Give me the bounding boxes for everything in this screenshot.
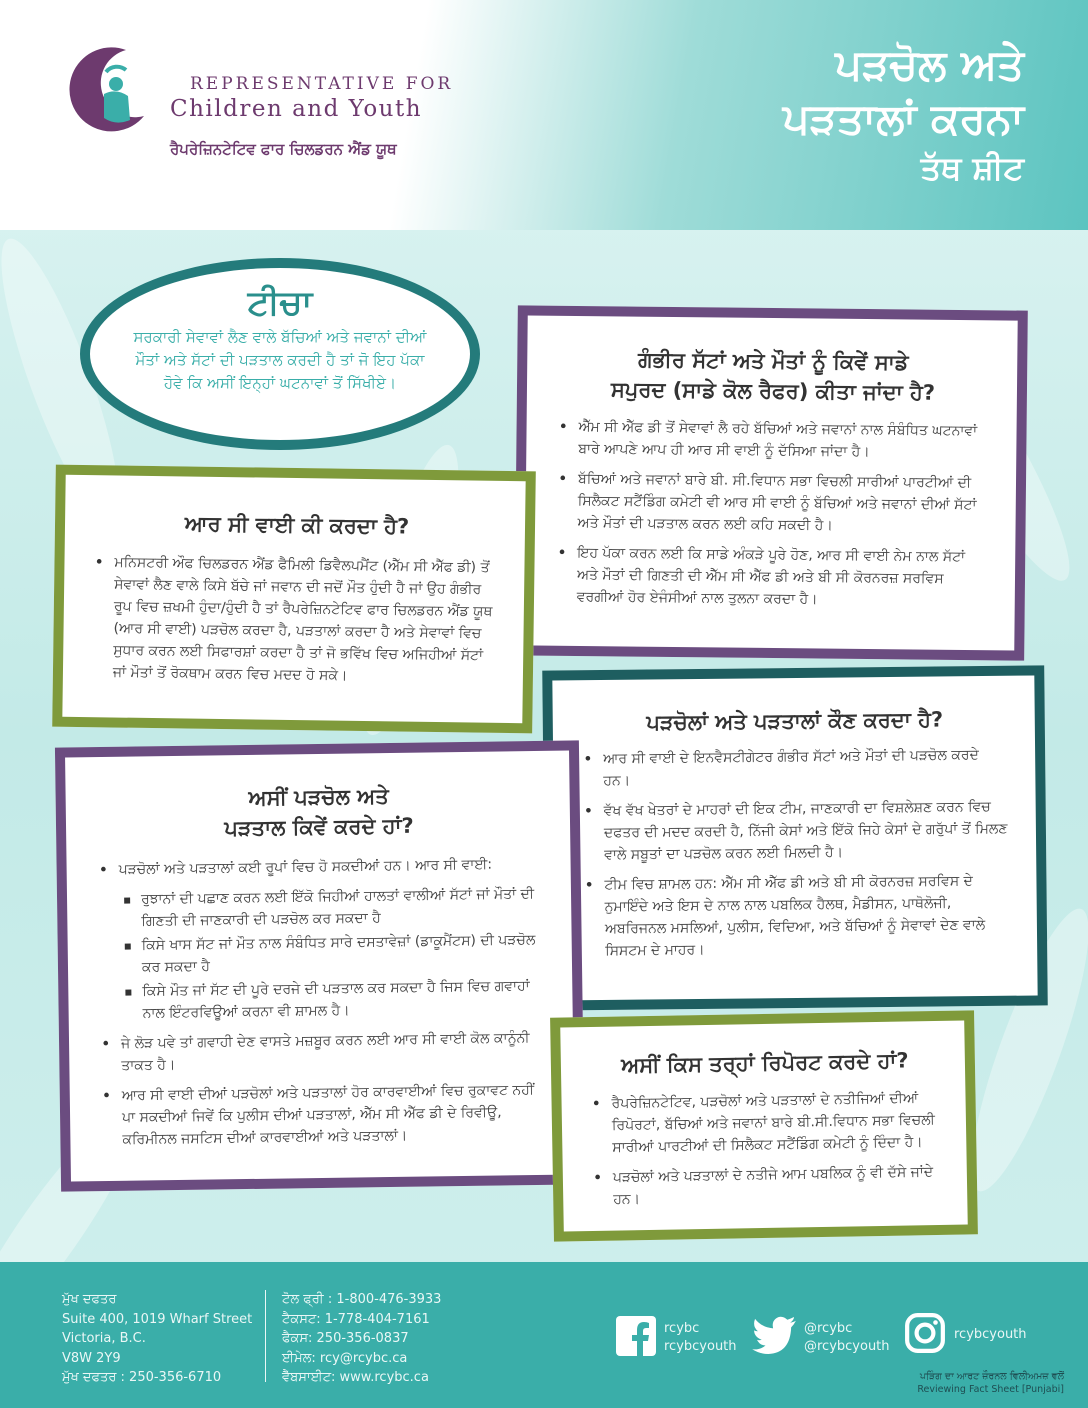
how-list <box>96 853 546 1151</box>
address-line3: V8W 2Y9 <box>62 1350 121 1366</box>
mandate-text: ਸਰਕਾਰੀ ਸੇਵਾਵਾਂ ਲੈਣ ਵਾਲੇ ਬੱਚਿਆਂ ਅਤੇ ਜਵਾਨਾਂ ਦੀਆਂ ਮੌਤਾਂ ਅਤੇ ਸੱਟਾਂ ਦੀ ਪੜਤਾਲ ਕਰਦੀ ਹੈ ਤਾਂ ਜੋ ਇਹ ਪੱਕਾ ਹੋਵੇ ਕਿ ਅਸੀਂ ਇਨ੍ਹਾਂ ਘਟਨਾਵਾਂ ਤੋਂ ਸਿੱਖੀਏ। <box>133 328 427 392</box>
who-heading: ਪੜਚੋਲਾਂ ਅਤੇ ਪੜਤਾਲਾਂ ਕੌਣ ਕਰਦਾ ਹੈ? <box>646 707 944 735</box>
list-item: • ਮਨਿਸਟਰੀ ਔਫ ਚਿਲਡਰਨ ਐਂਡ ਫੈਮਿਲੀ ਡਿਵੈਲਪਮੈਂਟ (ਐੱਮ ਸੀ ਐੱਫ ਡੀ) ਤੋਂ ਸੇਵਾਵਾਂ ਲੈਣ ਵਾਲੇ ਕਿਸੇ ਬੱਚੇ ਜਾਂ ਜਵਾਨ ਦੀ ਜਦੋਂ ਮੌਤ ਹੁੰਦੀ ਹੈ ਜਾਂ ਉਹ ਗੰਭੀਰ ਰੂਪ ਵਿਚ ਜ਼ਖਮੀ ਹੁੰਦਾ/ਹੁੰਦੀ ਹੈ ਤਾਂ ਰੈਪਰੇਜ਼ਿਨਟੇਟਿਵ ਫਾਰ ਚਿਲਡਰਨ ਐਂਡ ਯੂਥ (ਆਰ ਸੀ ਵਾਈ) ਪੜਚੋਲ ਕਰਦਾ ਹੈ, ਪੜਤਾਲਾਂ ਕਰਦਾ ਹੈ ਅਤੇ ਸੇਵਾਵਾਂ ਵਿਚ ਸੁਧਾਰ ਕਰਨ ਲਈ ਸਿਫਾਰਸ਼ਾਂ ਕਰਦਾ ਹੈ ਤਾਂ ਜੋ ਭਵਿੱਖ ਵਿਚ ਅਜਿਹੀਆਂ ਸੱਟਾਂ ਜਾਂ ਮੌਤਾਂ ਤੋਂ ਰੋਕਥਾਮ ਕਰਨ ਵਿਚ ਮਦਦ ਹੋ ਸਕੇ। <box>91 551 501 689</box>
rcy-logo-icon <box>66 44 156 134</box>
referral-list <box>555 416 989 613</box>
instagram-icon[interactable] <box>904 1312 946 1354</box>
who-box <box>542 665 1048 1010</box>
how-box <box>55 740 585 1191</box>
list-item: • ਵੱਖ ਵੱਖ ਖੇਤਰਾਂ ਦੇ ਮਾਹਰਾਂ ਦੀ ਇਕ ਟੀਮ, ਜਾਣਕਾਰੀ ਦਾ ਵਿਸ਼ਲੇਸ਼ਣ ਕਰਨ ਵਿਚ ਦਫਤਰ ਦੀ ਮਦਦ ਕਰਦੀ ਹੈ, ਨਿੱਜੀ ਕੇਸਾਂ ਅਤੇ ਇੱਕੋ ਜਿਹੇ ਕੇਸਾਂ ਦੇ ਗਰੁੱਪਾਂ ਤੋਂ ਮਿਲਣ ਵਾਲੇ ਸਬੂਤਾਂ ਦਾ ਪੜਚੋਲ ਕਰਨ ਲਈ ਮਿਲਦੀ ਹੈ। <box>582 796 1011 866</box>
report-list <box>589 1087 943 1211</box>
mandate-heading: ਟੀਚਾ <box>247 283 313 323</box>
page-title <box>783 38 1024 190</box>
title-line2: ਪੜਤਾਲਾਂ ਕਰਨਾ <box>782 94 1024 143</box>
org-name-punjabi: ਰੈਪਰੇਜ਼ਿਨਟੇਟਿਵ ਫਾਰ ਚਿਲਡਰਨ ਐਂਡ ਯੂਥ <box>170 140 397 158</box>
facebook-youth-handle: rcybcyouth <box>664 1339 737 1354</box>
referral-box <box>514 305 1028 660</box>
facebook-handles[interactable] <box>664 1320 737 1356</box>
what-rcy-does-box <box>52 465 536 734</box>
sub-list-item: ▪ ਕਿਸੇ ਖਾਸ ਸੱਟ ਜਾਂ ਮੌਤ ਨਾਲ ਸੰਬੰਧਿਤ ਸਾਰੇ ਦਸਤਾਵੇਜ਼ਾਂ (ਡਾਕੂਮੈਂਟਸ) ਦੀ ਪੜਚੋਲ ਕਰ ਸਕਦਾ ਹੈ <box>98 929 545 979</box>
footer-address <box>62 1290 252 1388</box>
who-list <box>581 744 1011 962</box>
referral-heading-line2: ਸਪੁਰਦ (ਸਾਡੇ ਕੋਲ ਰੈਫਰ) ਕੀਤਾ ਜਾਂਦਾ ਹੈ? <box>610 377 936 405</box>
fact-sheet-label <box>917 1370 1064 1396</box>
report-box <box>550 1010 978 1241</box>
what-heading: ਆਰ ਸੀ ਵਾਈ ਕੀ ਕਰਦਾ ਹੈ? <box>184 511 410 539</box>
toll-free: ਟੋਲ ਫ੍ਰੀ : 1-800-476-3933 <box>282 1292 442 1307</box>
twitter-icon[interactable] <box>752 1316 798 1354</box>
org-name-line1: REPRESENTATIVE FOR <box>190 74 454 94</box>
twitter-handles[interactable] <box>804 1320 890 1356</box>
facebook-icon[interactable] <box>616 1316 656 1356</box>
list-item: • ਇਹ ਪੱਕਾ ਕਰਨ ਲਈ ਕਿ ਸਾਡੇ ਅੰਕੜੇ ਪੂਰੇ ਹੋਣ, ਆਰ ਸੀ ਵਾਈ ਨੇਮ ਨਾਲ ਸੱਟਾਂ ਅਤੇ ਮੌਤਾਂ ਦੀ ਗਿਣਤੀ ਦੀ ਐੱਮ ਸੀ ਐੱਫ ਡੀ ਅਤੇ ਬੀ ਸੀ ਕੋਰਨਰਜ਼ ਸਰਵਿਸ ਵਰਗੀਆਂ ਹੋਰ ਏਜੰਸੀਆਂ ਨਾਲ ਤੁਲਨਾ ਕਰਦਾ ਹੈ। <box>555 542 988 613</box>
twitter-youth-handle: @rcybcyouth <box>804 1339 890 1354</box>
text-number: ਟੈਕਸਟ: 1-778-404-7161 <box>282 1311 430 1327</box>
list-item: • ਪੜਚੋਲਾਂ ਅਤੇ ਪੜਤਾਲਾਂ ਕਈ ਰੂਪਾਂ ਵਿਚ ਹੋ ਸਕਦੀਆਂ ਹਨ। ਆਰ ਸੀ ਵਾਈ: <box>96 853 542 881</box>
list-item: • ਰੈਪਰੇਜ਼ਿਨਟੇਟਿਵ, ਪੜਚੋਲਾਂ ਅਤੇ ਪੜਤਾਲਾਂ ਦੇ ਨਤੀਜਿਆਂ ਦੀਆਂ ਰਿਪੋਰਟਾਂ, ਬੱਚਿਆਂ ਅਤੇ ਜਵਾਨਾਂ ਬਾਰੇ ਬੀ.ਸੀ.ਵਿਧਾਨ ਸਭਾ ਵਿਚਲੀ ਸਾਰੀਆਂ ਪਾਰਟੀਆਂ ਦੀ ਸਿਲੈਕਟ ਸਟੈਂਡਿੰਗ ਕਮੇਟੀ ਨੂੰ ਦਿੰਦਾ ਹੈ। <box>589 1087 942 1159</box>
facebook-handle: rcybc <box>664 1321 700 1336</box>
sub-list-item: ▪ ਕਿਸੇ ਮੌਤ ਜਾਂ ਸੱਟ ਦੀ ਪੂਰੇ ਦਰਜੇ ਦੀ ਪੜਤਾਲ ਕਰ ਸਕਦਾ ਹੈ ਜਿਸ ਵਿਚ ਗਵਾਹਾਂ ਨਾਲ ਇੰਟਰਵਿਊਆਂ ਕਰਨਾ ਵੀ ਸ਼ਾਮਲ ਹੈ। <box>98 975 545 1025</box>
website-link[interactable]: ਵੈੱਬਸਾਈਟ: www.rcybc.ca <box>282 1370 429 1385</box>
email-link[interactable]: ਈਮੇਲ: rcy@rcybc.ca <box>282 1350 408 1366</box>
address-line1: Suite 400, 1019 Wharf Street <box>62 1311 253 1327</box>
how-heading-line1: ਅਸੀਂ ਪੜਚੋਲ ਅਤੇ <box>248 784 389 810</box>
office-label: ਮੁੱਖ ਦਫਤਰ <box>62 1292 117 1307</box>
twitter-handle: @rcybc <box>804 1321 853 1336</box>
list-item: • ਪੜਚੋਲਾਂ ਅਤੇ ਪੜਤਾਲਾਂ ਦੇ ਨਤੀਜੇ ਆਮ ਪਬਲਿਕ ਨੂੰ ਵੀ ਦੱਸੇ ਜਾਂਦੇ ਹਨ। <box>591 1161 944 1211</box>
sub-list-item: ▪ ਰੁਝਾਨਾਂ ਦੀ ਪਛਾਣ ਕਰਨ ਲਈ ਇੱਕੋ ਜਿਹੀਆਂ ਹਾਲਤਾਂ ਵਾਲੀਆਂ ਸੱਟਾਂ ਜਾਂ ਮੌਤਾਂ ਦੀ ਗਿਣਤੀ ਦੀ ਜਾਣਕਾਰੀ ਦੀ ਪੜਚੋਲ ਕਰ ਸਕਦਾ ਹੈ <box>97 883 544 933</box>
review-line2: Reviewing Fact Sheet [Punjabi] <box>917 1384 1064 1395</box>
office-phone: ਮੁੱਖ ਦਫਤਰ : 250-356-6710 <box>62 1370 222 1385</box>
list-item: • ਬੱਚਿਆਂ ਅਤੇ ਜਵਾਨਾਂ ਬਾਰੇ ਬੀ. ਸੀ.ਵਿਧਾਨ ਸਭਾ ਵਿਚਲੀ ਸਾਰੀਆਂ ਪਾਰਟੀਆਂ ਦੀ ਸਿਲੈਕਟ ਸਟੈਂਡਿੰਗ ਕਮੇਟੀ ਵੀ ਆਰ ਸੀ ਵਾਈ ਨੂੰ ਬੱਚਿਆਂ ਅਤੇ ਜਵਾਨਾਂ ਦੀਆਂ ਸੱਟਾਂ ਅਤੇ ਮੌਤਾਂ ਦੀ ਪੜਤਾਲ ਕਰਨ ਲਈ ਕਹਿ ਸਕਦੀ ਹੈ। <box>555 468 988 539</box>
what-list <box>91 551 501 689</box>
how-heading-line2: ਪੜਤਾਲ ਕਿਵੇਂ ਕਰਦੇ ਹਾਂ? <box>224 813 414 841</box>
list-item: • ਆਰ ਸੀ ਵਾਈ ਦੇ ਇਨਵੈਸਟੀਗੇਟਰ ਗੰਭੀਰ ਸੱਟਾਂ ਅਤੇ ਮੌਤਾਂ ਦੀ ਪੜਚੋਲ ਕਰਦੇ ਹਨ। <box>581 744 1009 792</box>
referral-heading-line1: ਗੰਭੀਰ ਸੱਟਾਂ ਅਤੇ ਮੌਤਾਂ ਨੂੰ ਕਿਵੇਂ ਸਾਡੇ <box>638 347 909 375</box>
review-line1: ਪੜਿੰਗ ਦਾ ਆਰਟ ਜ਼ੌਰਨਲ ਵਿਲੀਅਮਜ਼ ਵਲੋਂ <box>919 1371 1064 1382</box>
title-line1: ਪੜਚੋਲ ਅਤੇ <box>835 40 1024 89</box>
list-item: • ਐੱਮ ਸੀ ਐੱਫ ਡੀ ਤੋਂ ਸੇਵਾਵਾਂ ਲੈ ਰਹੇ ਬੱਚਿਆਂ ਅਤੇ ਜਵਾਨਾਂ ਨਾਲ ਸੰਬੰਧਿਤ ਘਟਨਾਵਾਂ ਬਾਰੇ ਆਪਣੇ ਆਪ ਹੀ ਆਰ ਸੀ ਵਾਈ ਨੂੰ ਦੱਸਿਆ ਜਾਂਦਾ ਹੈ। <box>556 416 988 465</box>
report-heading: ਅਸੀਂ ਕਿਸ ਤਰ੍ਹਾਂ ਰਿਪੋਰਟ ਕਰਦੇ ਹਾਂ? <box>621 1048 909 1078</box>
list-item: • ਜੇ ਲੋੜ ਪਵੇ ਤਾਂ ਗਵਾਹੀ ਦੇਣ ਵਾਸਤੇ ਮਜ਼ਬੂਰ ਕਰਨ ਲਈ ਆਰ ਸੀ ਵਾਈ ਕੋਲ ਕਾਨੂੰਨੀ ਤਾਕਤ ਹੈ। <box>99 1027 546 1077</box>
footer-divider <box>265 1290 266 1382</box>
org-name-line2: Children and Youth <box>170 96 423 122</box>
list-item: • ਟੀਮ ਵਿਚ ਸ਼ਾਮਲ ਹਨ: ਐੱਮ ਸੀ ਐੱਫ ਡੀ ਅਤੇ ਬੀ ਸੀ ਕੋਰਨਰਜ਼ ਸਰਵਿਸ ਦੇ ਨੁਮਾਇੰਦੇ ਅਤੇ ਇਸ ਦੇ ਨਾਲ ਨਾਲ ਪਬਲਿਕ ਹੈਲਥ, ਮੈਡੀਸਨ, ਪਾਥੋਲੋਜੀ, ਅਬਰਿਜਨਲ ਮਸਲਿਆਂ, ਪੁਲੀਸ, ਵਿਦਿਆ, ਅਤੇ ਬੱਚਿਆਂ ਨੂੰ ਸੇਵਾਵਾਂ ਦੇਣ ਵਾਲੇ ਸਿਸਟਮ ਦੇ ਮਾਹਰ। <box>582 870 1011 962</box>
title-line3: ਤੱਥ ਸ਼ੀਟ <box>920 149 1024 187</box>
mandate-oval <box>80 258 480 450</box>
address-line2: Victoria, B.C. <box>62 1331 146 1346</box>
footer-contact <box>282 1290 441 1388</box>
fax-number: ਫੈਕਸ: 250-356-0837 <box>282 1331 409 1346</box>
list-item: • ਆਰ ਸੀ ਵਾਈ ਦੀਆਂ ਪੜਚੋਲਾਂ ਅਤੇ ਪੜਤਾਲਾਂ ਹੋਰ ਕਾਰਵਾਈਆਂ ਵਿਚ ਰੁਕਾਵਟ ਨਹੀਂ ਪਾ ਸਕਦੀਆਂ ਜਿਵੇਂ ਕਿ ਪੁਲੀਸ ਦੀਆਂ ਪੜਤਾਲਾਂ, ਐੱਮ ਸੀ ਐੱਫ ਡੀ ਦੇ ਰਿਵੀਊ, ਕਰਿਮੀਨਲ ਜਸਟਿਸ ਦੀਆਂ ਕਾਰਵਾਈਆਂ ਅਤੇ ਪੜਤਾਲਾਂ। <box>100 1079 547 1151</box>
instagram-handle[interactable]: rcybcyouth <box>954 1327 1027 1342</box>
